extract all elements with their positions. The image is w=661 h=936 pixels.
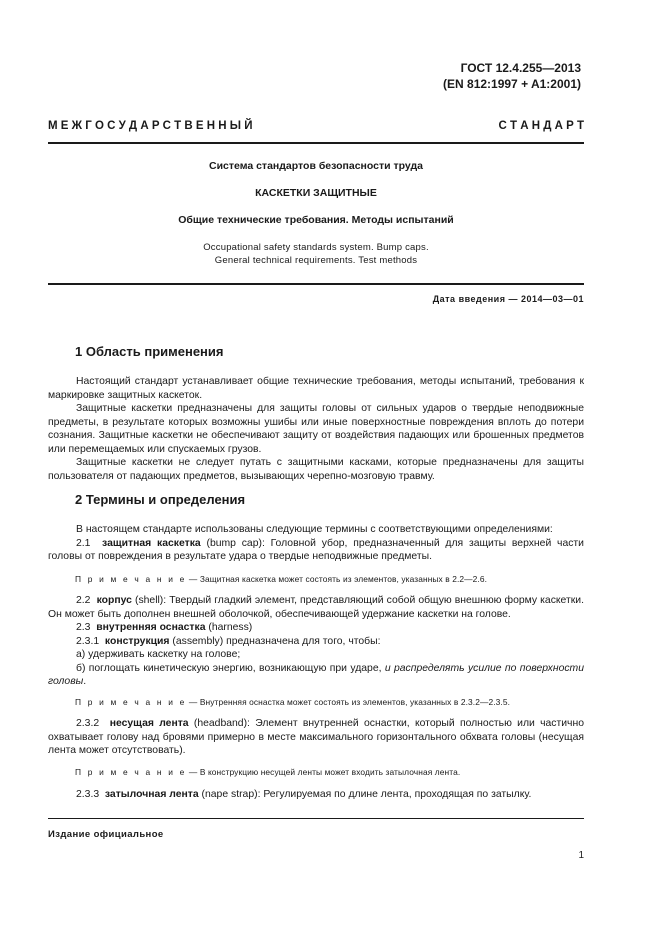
system-title: Система стандартов безопасности труда xyxy=(208,160,424,172)
standard-banner xyxy=(48,120,584,132)
list-item-b: б) поглощать кинетическую энергию, возникающую при ударе, и распределять усилие по поверхности головы. xyxy=(48,662,584,687)
term-2-3: 2.3 внутренняя оснастка (harness) xyxy=(76,622,253,633)
introduction-date: Дата введения — 2014—03—01 xyxy=(432,294,584,304)
section1-paragraph: Защитные каскетки не следует путать с защитными касками, которые предназначены для защиты пользователя от падающих предметов, вызывающих черепно-мозговую травму. xyxy=(48,457,584,482)
english-title xyxy=(48,241,584,267)
terms-block-1 xyxy=(48,523,584,564)
term-2-3-1: 2.3.1 конструкция (assembly) предназначена для того, чтобы: xyxy=(76,635,381,647)
term-name: затылочная лента xyxy=(104,789,199,800)
title-rule xyxy=(48,283,584,285)
banner-left: М Е Ж Г О С У Д А Р С Т В Е Н Н Ы Й xyxy=(48,120,253,132)
main-title: КАСКЕТКИ ЗАЩИТНЫЕ xyxy=(255,187,377,199)
terms-block-3 xyxy=(48,717,584,758)
note-3: П р и м е ч а н и е — В конструкцию несущей ленты может входить затылочная лента. xyxy=(75,767,461,777)
terms-intro: В настоящем стандарте использованы следующие термины с соответствующими определениями: xyxy=(76,524,553,535)
section1-body xyxy=(48,375,584,483)
document-number xyxy=(443,60,581,92)
terms-block-4 xyxy=(48,788,584,802)
section1-paragraph: Защитные каскетки предназначены для защиты головы от сильных ударов о твердые неподвижные предметы, в результате которых возможны ушибы или иные поверхностные повреждения вплоть до потери сознания. Защитные каскетки не обеспечивают защиту от воздействия падающих или брошенных предметов или перемещаемых или спускаемых грузов. xyxy=(48,403,584,455)
term-name: защитная каскетка xyxy=(102,537,201,549)
banner-rule xyxy=(48,142,584,144)
edition-label: Издание официальное xyxy=(48,829,164,840)
english-title-line1: Occupational safety standards system. Bump caps. xyxy=(203,242,429,253)
subtitle: Общие технические требования. Методы испытаний xyxy=(178,214,454,226)
list-item-a: а) удерживать каскетку на голове; xyxy=(76,649,241,660)
english-title-line2: General technical requirements. Test methods xyxy=(214,255,418,266)
term-name: несущая лента xyxy=(109,718,189,729)
note-2: П р и м е ч а н и е — Внутренняя оснастка может состоять из элементов, указанных в 2.3.2—2.3.5. xyxy=(75,697,510,707)
page-number: 1 xyxy=(578,850,584,861)
footer-rule xyxy=(48,818,584,819)
section1-paragraph: Настоящий стандарт устанавливает общие технические требования, методы испытаний, требования к маркировке защитных каскеток. xyxy=(48,376,584,401)
term-2-3-2: 2.3.2 несущая лента (headband): Элемент внутренней оснастки, который полностью или частично охватывает голову над бровями примерно в месте максимального горизонтального обхвата головы (несущая лента может отсутствовать). xyxy=(48,718,584,756)
terms-block-2 xyxy=(48,594,584,689)
term-name: внутренняя оснастка xyxy=(96,622,206,633)
section2-heading: 2 Термины и определения xyxy=(75,492,246,507)
term-2-2: 2.2 корпус (shell): Твердый гладкий элемент, представляющий собой общую внешнюю форму каскетки. Он может быть дополнен внешней оболочкой, обеспечивающей удержание каскетки на голове. xyxy=(48,595,584,620)
note-1: П р и м е ч а н и е — Защитная каскетка может состоять из элементов, указанных в 2.2—2.6. xyxy=(75,574,488,584)
term-2-3-3: 2.3.3 затылочная лента (nape strap): Регулируемая по длине лента, проходящая по затылку. xyxy=(76,789,532,800)
section1-heading: 1 Область применения xyxy=(75,344,224,359)
term-2-1: 2.1 защитная каскетка (bump cap): Головной убор, предназначенный для защиты верхней части головы от повреждения в результате удара о твердые неподвижные предметы. xyxy=(48,537,584,562)
term-name: конструкция xyxy=(104,635,170,647)
en-number: (EN 812:1997 + A1:2001) xyxy=(443,77,581,91)
gost-number: ГОСТ 12.4.255—2013 xyxy=(460,61,581,75)
term-name: корпус xyxy=(96,595,132,606)
banner-right: С Т А Н Д А Р Т xyxy=(498,120,584,132)
